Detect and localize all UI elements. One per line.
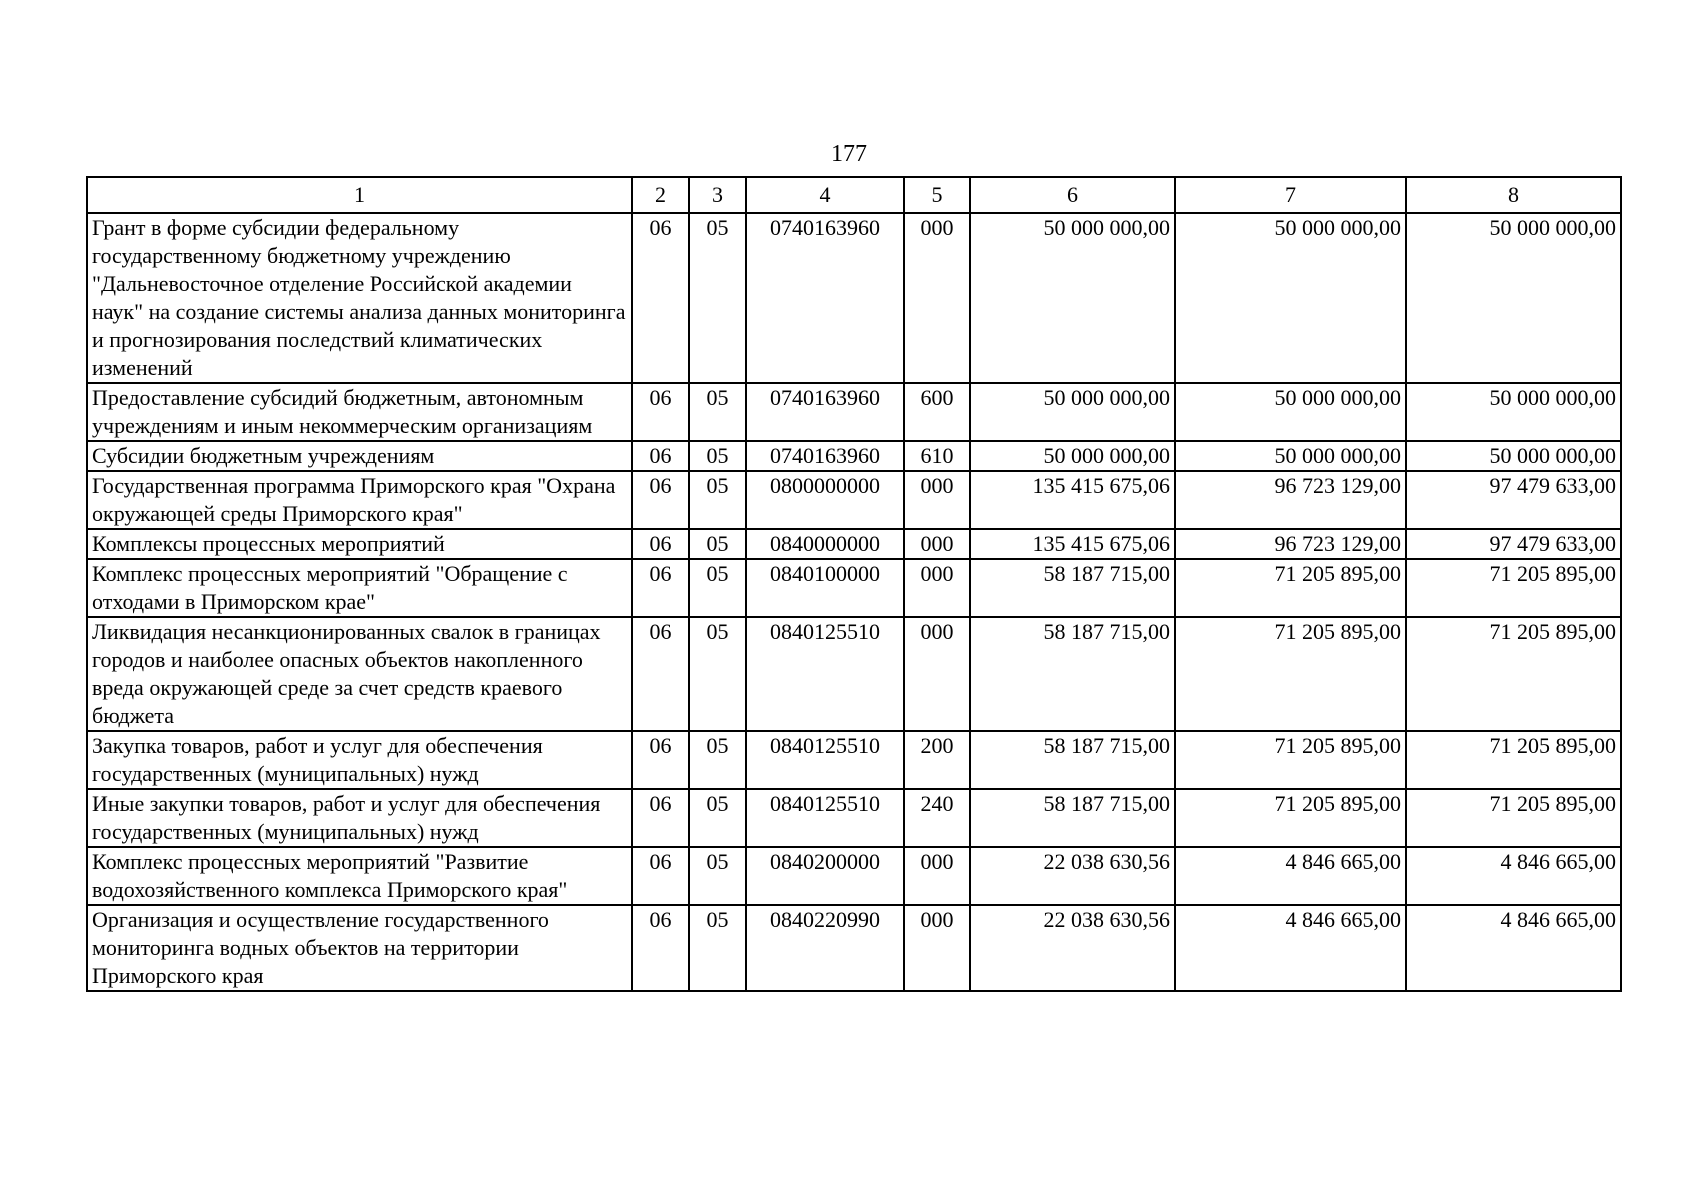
row-expense-type: 200 (904, 731, 970, 789)
row-section: 06 (632, 847, 689, 905)
header-col-7: 7 (1175, 177, 1406, 213)
row-name: Предоставление субсидий бюджетным, автономным учреждениям и иным некоммерческим организациям (87, 383, 632, 441)
row-section: 06 (632, 731, 689, 789)
row-expense-type: 000 (904, 529, 970, 559)
row-amount-col6: 58 187 715,00 (970, 617, 1175, 731)
row-name: Организация и осуществление государственного мониторинга водных объектов на территории Приморского края (87, 905, 632, 991)
row-section: 06 (632, 471, 689, 529)
table-body (87, 213, 1621, 991)
row-target-code: 0840100000 (746, 559, 904, 617)
row-expense-type: 240 (904, 789, 970, 847)
table-row (87, 789, 1621, 847)
row-section: 06 (632, 789, 689, 847)
row-name: Комплекс процессных мероприятий "Развитие водохозяйственного комплекса Приморского края" (87, 847, 632, 905)
row-target-code: 0840220990 (746, 905, 904, 991)
row-amount-col8: 50 000 000,00 (1406, 383, 1621, 441)
table-row (87, 731, 1621, 789)
row-amount-col7: 71 205 895,00 (1175, 617, 1406, 731)
row-target-code: 0740163960 (746, 441, 904, 471)
row-amount-col6: 50 000 000,00 (970, 213, 1175, 383)
row-expense-type: 000 (904, 617, 970, 731)
header-col-5: 5 (904, 177, 970, 213)
row-subsection: 05 (689, 383, 746, 441)
row-amount-col7: 50 000 000,00 (1175, 383, 1406, 441)
row-amount-col8: 4 846 665,00 (1406, 905, 1621, 991)
row-amount-col6: 50 000 000,00 (970, 441, 1175, 471)
row-amount-col8: 71 205 895,00 (1406, 789, 1621, 847)
row-target-code: 0840125510 (746, 617, 904, 731)
row-subsection: 05 (689, 847, 746, 905)
row-amount-col7: 71 205 895,00 (1175, 559, 1406, 617)
row-section: 06 (632, 213, 689, 383)
row-amount-col8: 97 479 633,00 (1406, 529, 1621, 559)
row-name: Ликвидация несанкционированных свалок в границах городов и наиболее опасных объектов накопленного вреда окружающей среде за счет средств краевого бюджета (87, 617, 632, 731)
table-row (87, 383, 1621, 441)
row-amount-col6: 50 000 000,00 (970, 383, 1175, 441)
row-amount-col7: 50 000 000,00 (1175, 441, 1406, 471)
page-number: 177 (831, 141, 867, 167)
row-subsection: 05 (689, 559, 746, 617)
row-subsection: 05 (689, 617, 746, 731)
row-amount-col8: 50 000 000,00 (1406, 213, 1621, 383)
row-target-code: 0840125510 (746, 789, 904, 847)
row-amount-col7: 50 000 000,00 (1175, 213, 1406, 383)
row-section: 06 (632, 617, 689, 731)
row-amount-col6: 22 038 630,56 (970, 847, 1175, 905)
row-section: 06 (632, 559, 689, 617)
row-section: 06 (632, 529, 689, 559)
row-expense-type: 600 (904, 383, 970, 441)
row-expense-type: 000 (904, 559, 970, 617)
row-amount-col8: 71 205 895,00 (1406, 617, 1621, 731)
row-subsection: 05 (689, 441, 746, 471)
row-amount-col8: 4 846 665,00 (1406, 847, 1621, 905)
row-name: Субсидии бюджетным учреждениям (87, 441, 632, 471)
row-name: Закупка товаров, работ и услуг для обеспечения государственных (муниципальных) нужд (87, 731, 632, 789)
header-col-2: 2 (632, 177, 689, 213)
row-amount-col8: 97 479 633,00 (1406, 471, 1621, 529)
table-row (87, 213, 1621, 383)
row-amount-col7: 71 205 895,00 (1175, 789, 1406, 847)
row-amount-col7: 96 723 129,00 (1175, 529, 1406, 559)
table-row (87, 905, 1621, 991)
row-expense-type: 000 (904, 905, 970, 991)
row-target-code: 0840125510 (746, 731, 904, 789)
table-row (87, 847, 1621, 905)
table-row (87, 529, 1621, 559)
row-amount-col6: 135 415 675,06 (970, 471, 1175, 529)
row-amount-col6: 22 038 630,56 (970, 905, 1175, 991)
row-name: Иные закупки товаров, работ и услуг для обеспечения государственных (муниципальных) нужд (87, 789, 632, 847)
row-name: Комплекс процессных мероприятий "Обращение с отходами в Приморском крае" (87, 559, 632, 617)
row-name: Комплексы процессных мероприятий (87, 529, 632, 559)
row-name: Государственная программа Приморского края "Охрана окружающей среды Приморского края" (87, 471, 632, 529)
header-col-8: 8 (1406, 177, 1621, 213)
row-target-code: 0840000000 (746, 529, 904, 559)
row-target-code: 0840200000 (746, 847, 904, 905)
header-col-1: 1 (87, 177, 632, 213)
row-amount-col8: 71 205 895,00 (1406, 559, 1621, 617)
row-section: 06 (632, 441, 689, 471)
row-amount-col6: 58 187 715,00 (970, 789, 1175, 847)
row-amount-col7: 96 723 129,00 (1175, 471, 1406, 529)
row-amount-col8: 71 205 895,00 (1406, 731, 1621, 789)
row-amount-col7: 4 846 665,00 (1175, 905, 1406, 991)
row-section: 06 (632, 383, 689, 441)
row-amount-col8: 50 000 000,00 (1406, 441, 1621, 471)
row-section: 06 (632, 905, 689, 991)
row-amount-col6: 58 187 715,00 (970, 559, 1175, 617)
row-name: Грант в форме субсидии федеральному государственному бюджетному учреждению "Дальневосточное отделение Российской академии наук" на создание системы анализа данных мониторинга и прогнозирования последствий климатических изменений (87, 213, 632, 383)
row-target-code: 0740163960 (746, 383, 904, 441)
table-row (87, 559, 1621, 617)
table-row (87, 441, 1621, 471)
header-col-6: 6 (970, 177, 1175, 213)
budget-table (86, 176, 1622, 992)
table-row (87, 617, 1621, 731)
row-amount-col6: 58 187 715,00 (970, 731, 1175, 789)
header-col-4: 4 (746, 177, 904, 213)
header-col-3: 3 (689, 177, 746, 213)
row-subsection: 05 (689, 905, 746, 991)
row-amount-col6: 135 415 675,06 (970, 529, 1175, 559)
row-target-code: 0740163960 (746, 213, 904, 383)
row-expense-type: 000 (904, 847, 970, 905)
row-subsection: 05 (689, 213, 746, 383)
row-expense-type: 000 (904, 213, 970, 383)
table-row (87, 471, 1621, 529)
header-row (87, 177, 1621, 213)
table-header (87, 177, 1621, 213)
row-expense-type: 000 (904, 471, 970, 529)
row-subsection: 05 (689, 471, 746, 529)
row-subsection: 05 (689, 789, 746, 847)
row-subsection: 05 (689, 731, 746, 789)
row-subsection: 05 (689, 529, 746, 559)
row-amount-col7: 4 846 665,00 (1175, 847, 1406, 905)
row-amount-col7: 71 205 895,00 (1175, 731, 1406, 789)
row-target-code: 0800000000 (746, 471, 904, 529)
row-expense-type: 610 (904, 441, 970, 471)
